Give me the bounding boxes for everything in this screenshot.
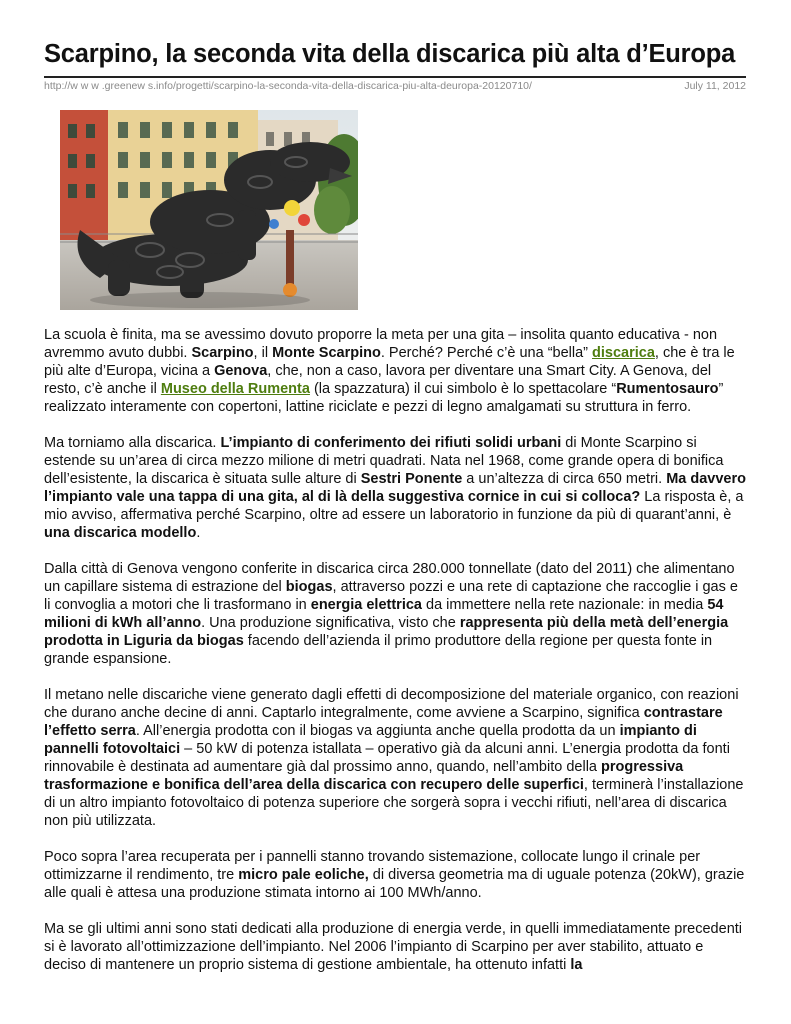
- bold-text: Ma davvero l’impianto vale una tappa di una gita, al di là della suggestiva cornice in cui si colloca?: [44, 471, 746, 505]
- bold-text: L’impianto di conferimento dei rifiuti solidi urbani: [220, 435, 562, 451]
- bold-text: Genova: [214, 363, 268, 379]
- text: – 50 kW di potenza istallata – operativo già da alcuni anni. L’energia prodotta da fonti rinnovabile è destinata ad aumentare già dal prossimo anno, quando, nell’ambito della: [44, 741, 730, 775]
- text: Ma torniamo alla discarica.: [44, 435, 221, 451]
- article-title: Scarpino, la seconda vita della discarica più alta d’Europa: [44, 40, 736, 68]
- text: La risposta è, a mio avviso, affermativa perché Scarpino, oltre ad essere un laboratorio in funzione da più di quarant’anni, è: [44, 489, 744, 523]
- bold-text: energia elettrica: [310, 597, 422, 613]
- paragraph-5: [44, 848, 748, 902]
- bold-text: Rumentosauro: [616, 381, 719, 397]
- article-body: [44, 326, 748, 992]
- bold-text: micro pale eoliche,: [238, 867, 369, 883]
- text: ” realizzato interamente con copertoni, lattine riciclate e pezzi di legno amalgamati su struttura in ferro.: [44, 381, 724, 415]
- text: Ma se gli ultimi anni sono stati dedicati alla produzione di energia verde, in quelli immediatamente precedenti si è lavorato all’ottimizzazione dell’impianto. Nel 2006 l’impianto di Scarpino per aver stabilito, attuato e deciso di mantenere un proprio sistema di gestione ambientale, ha ottenuto infatti: [44, 921, 743, 973]
- rumentosauro-photo: [60, 110, 358, 310]
- text: di Monte Scarpino si estende su un’area di circa mezzo milione di metri quadrati. Nata nel 1968, come grande opera di bonifica dell’esistente, la discarica è situata sulle alture di: [44, 435, 724, 487]
- text: facendo dell’azienda il primo produttore della regione per questa fonte in grande espansione.: [44, 633, 713, 667]
- title-divider: [44, 76, 746, 78]
- text: (la spazzatura) il cui simbolo è lo spettacolare “: [309, 381, 617, 397]
- bold-text: impianto di pannelli fotovoltaici: [44, 723, 697, 757]
- text: , il: [253, 345, 273, 361]
- text: , che, non a caso, lavora per diventare una Smart City. A Genova, del resto, c’è anche il: [44, 363, 712, 397]
- text: Il metano nelle discariche viene generato dagli effetti di decomposizione del materiale organico, con reazioni che durano anche decine di anni. Captarlo integralmente, come avviene a Scarpino, significa: [44, 687, 739, 721]
- link-discarica[interactable]: discarica: [592, 345, 655, 361]
- text: Dalla città di Genova vengono conferite in discarica circa 280.000 tonnellate (dato del 2011) che alimentano un capillare sistema di estrazione del: [44, 561, 735, 595]
- paragraph-4: [44, 686, 748, 830]
- bold-text: la: [570, 957, 583, 973]
- text: , terminerà l’installazione di un altro impianto fotovoltaico di potenza superiore che sorgerà sopra i vecchi rifiuti, nell’area di discarica non più utilizzata.: [44, 777, 744, 829]
- source-url: http://w w w .greenew s.info/progetti/scarpino-la-seconda-vita-della-discarica-piu-alta-deuropa-20120710/: [44, 80, 532, 92]
- text: . All’energia prodotta con il biogas va aggiunta anche quella prodotta da un: [135, 723, 620, 739]
- text: di diversa geometria ma di uguale potenza (20kW), grazie alle quali è attesa una produzione stimata intorno ai 100 MWh/anno.: [44, 867, 745, 901]
- bold-text: progressiva trasformazione e bonifica dell’area della discarica con recupero delle superfici: [44, 759, 684, 793]
- link-museo-della-rumenta[interactable]: Museo della Rumenta: [160, 381, 310, 397]
- bold-text: Sestri Ponente: [360, 471, 463, 487]
- publish-date: July 11, 2012: [684, 80, 746, 92]
- text: a un’altezza di circa 650 metri.: [462, 471, 667, 487]
- bold-text: una discarica modello: [44, 525, 197, 541]
- text: . Perché? Perché c’è una “bella”: [380, 345, 593, 361]
- paragraph-1: [44, 326, 748, 416]
- bold-text: biogas: [285, 579, 333, 595]
- text: da immettere nella rete nazionale: in media: [422, 597, 708, 613]
- bold-text: contrastare l’effetto serra: [44, 705, 723, 739]
- paragraph-2: [44, 434, 748, 542]
- bold-text: rappresenta più della metà dell’energia prodotta in Liguria da biogas: [44, 615, 729, 649]
- paragraph-6: [44, 920, 748, 974]
- text: Poco sopra l’area recuperata per i pannelli stanno trovando sistemazione, collocate lungo il crinale per ottimizzarne il rendimento, tre: [44, 849, 701, 883]
- text: , che è tra le più alte d’Europa, vicina a: [44, 345, 735, 379]
- bold-text: Scarpino: [191, 345, 254, 361]
- bold-text: Monte Scarpino: [272, 345, 381, 361]
- text: , attraverso pozzi e una rete di captazione che raccoglie i gas e li convoglia a motori che li trasformano in: [44, 579, 738, 613]
- text: . Una produzione significativa, visto che: [201, 615, 460, 631]
- text: La scuola è finita, ma se avessimo dovuto proporre la meta per una gita – insolita quanto educativa - non avremmo avuto dubbi.: [44, 327, 718, 361]
- bold-text: 54 milioni di kWh all’anno: [44, 597, 724, 631]
- text: .: [196, 525, 201, 541]
- paragraph-3: [44, 560, 748, 668]
